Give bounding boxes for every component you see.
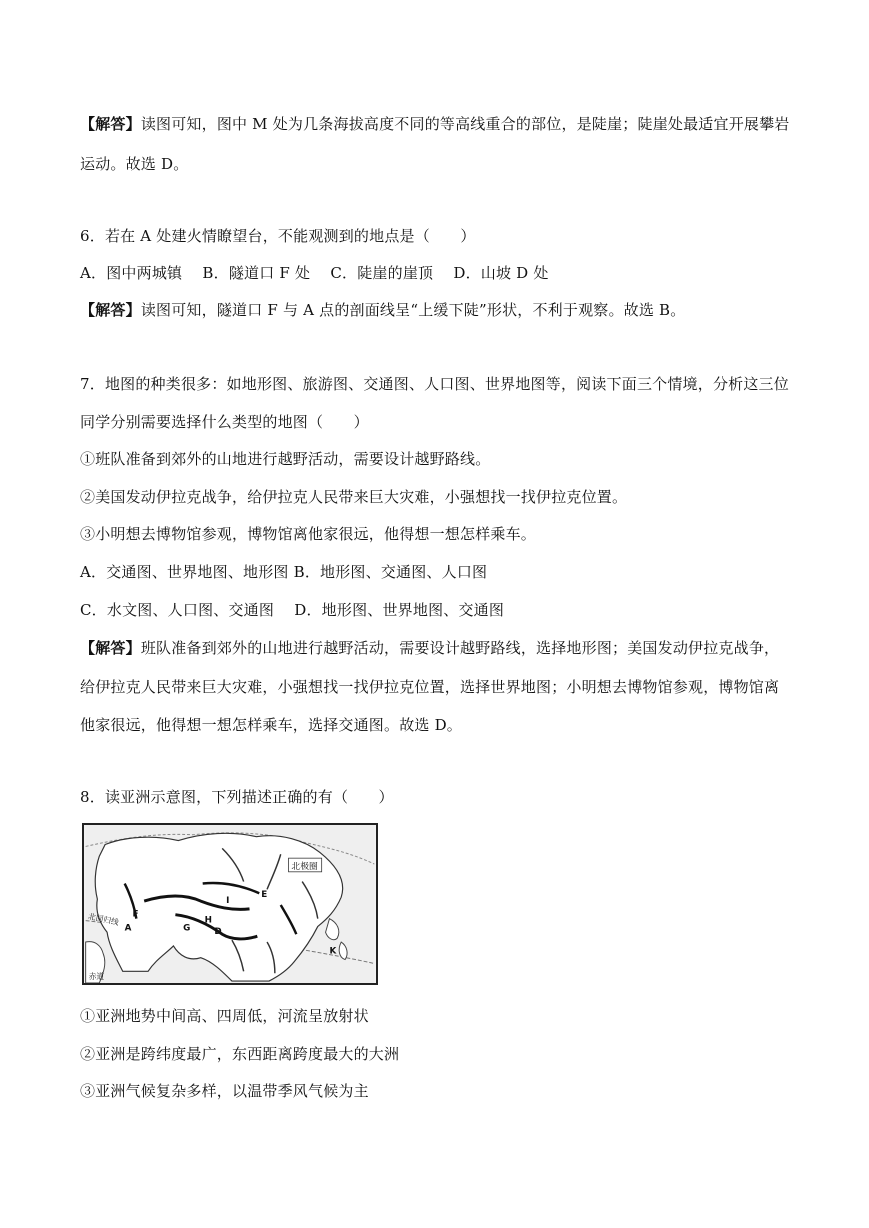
- q7-question-line-2: 同学分别需要选择什么类型的地图（ ）: [80, 413, 369, 431]
- answer-tag: 【解答】: [80, 639, 141, 657]
- q7-answer-line-1: [80, 638, 779, 658]
- answer-text: 读图可知，图中 M 处为几条海拔高度不同的等高线重合的部位，是陡崖；陡崖处最适宜开展攀岩: [140, 115, 790, 133]
- q8-question: 8．读亚洲示意图，下列描述正确的有（ ）: [80, 788, 394, 806]
- q5-answer-line-1: [80, 114, 790, 134]
- answer-tag: 【解答】: [80, 301, 141, 319]
- map-letter-k: K: [329, 946, 337, 957]
- q7-answer-line-3: 他家很远，他得想一想怎样乘车，选择交通图。故选 D。: [80, 716, 462, 734]
- q7-options-line-1: A．交通图、世界地图、地形图 B．地形图、交通图、人口图: [80, 563, 488, 581]
- map-letter-i: I: [226, 896, 230, 907]
- map-letter-e: E: [261, 890, 268, 901]
- q7-question-line-1: 7．地图的种类很多：如地形图、旅游图、交通图、人口图、世界地图等，阅读下面三个情境，分析这三位: [80, 375, 789, 393]
- q6-answer: [80, 300, 685, 320]
- q7-item-2: ②美国发动伊拉克战争，给伊拉克人民带来巨大灾难，小强想找一找伊拉克位置。: [80, 488, 628, 506]
- q7-item-3: ③小明想去博物馆参观，博物馆离他家很远，他得想一想怎样乘车。: [80, 525, 537, 543]
- q6-options: A．图中两城镇 B．隧道口 F 处 C．陡崖的崖顶 D．山坡 D 处: [80, 264, 549, 282]
- equator-label: 赤道: [88, 972, 105, 982]
- answer-text: 读图可知，隧道口 F 与 A 点的剖面线呈“上缓下陡”形状，不利于观察。故选 B。: [140, 301, 686, 319]
- q8-item-3: ③亚洲气候复杂多样，以温带季风气候为主: [80, 1082, 369, 1100]
- asia-map-svg: [84, 825, 376, 983]
- asia-map-figure: [82, 823, 378, 985]
- map-letter-f: F: [132, 909, 139, 920]
- answer-text: 班队准备到郊外的山地进行越野活动，需要设计越野路线，选择地形图；美国发动伊拉克战争，: [140, 639, 780, 657]
- map-letter-h: H: [204, 915, 212, 926]
- q7-item-1: ①班队准备到郊外的山地进行越野活动，需要设计越野路线。: [80, 450, 491, 468]
- q6-question: 6．若在 A 处建火情瞭望台，不能观测到的地点是（ ）: [80, 227, 476, 245]
- q8-item-1: ①亚洲地势中间高、四周低，河流呈放射状: [80, 1007, 369, 1025]
- q7-answer-line-2: 给伊拉克人民带来巨大灾难，小强想找一找伊拉克位置，选择世界地图；小明想去博物馆参观，博物馆离: [80, 678, 780, 696]
- map-letter-g: G: [183, 923, 191, 934]
- map-letter-a: A: [124, 923, 132, 934]
- tropic-label: 北回归线: [87, 911, 120, 928]
- q8-item-2: ②亚洲是跨纬度最广，东西距离跨度最大的大洲: [80, 1045, 400, 1063]
- q5-answer-line-2: 运动。故选 D。: [80, 155, 189, 173]
- answer-tag: 【解答】: [80, 115, 141, 133]
- map-letter-d: D: [214, 927, 222, 938]
- arctic-circle-label: 北极圈: [291, 861, 318, 872]
- q7-options-line-2: C．水文图、人口图、交通图 D．地形图、世界地图、交通图: [80, 601, 505, 619]
